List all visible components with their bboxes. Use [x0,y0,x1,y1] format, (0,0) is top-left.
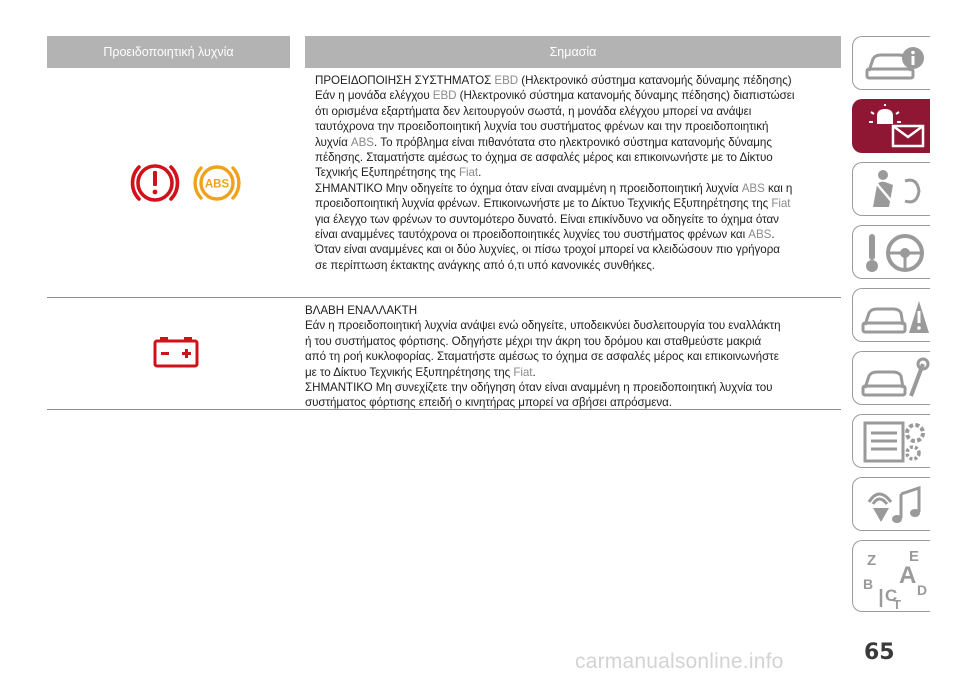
table-row [47,298,841,410]
text-segment: Εάν η μονάδα ελέγχου [315,89,433,103]
table-header [47,36,841,68]
text-line [315,242,837,257]
text-line [315,165,837,180]
abs-warning-icon [191,157,243,209]
text-segment: συστήματος φόρτισης επειδή ο κινητήρας μπορεί να σβήσει απρόσμενα. [305,396,672,410]
lamp-cell [47,298,305,409]
text-segment: (Ηλεκτρονικό σύστημα κατανομής δύναμης πέδησης) διαπιστώσει [456,89,795,103]
text-segment: πέδησης. Σταματήστε αμέσως το όχημα σε ασφαλές μέρος και επικοινωνήστε με το Δίκτυο [315,151,773,165]
text-line [305,380,837,395]
battery-warning-icon [151,334,201,370]
term-highlight: ABS [741,181,765,195]
text-line [305,334,837,349]
tab-maintenance[interactable] [852,351,930,405]
text-line [315,196,837,211]
text-line [315,258,837,273]
tab-car-info[interactable] [852,36,930,90]
term-highlight: ABS [350,135,374,149]
tab-index[interactable] [852,540,930,612]
header-warning-light: Προειδοποιητική λυχνία [103,45,234,59]
text-line [315,227,837,242]
term-highlight: ABS [748,228,772,242]
text-line [315,135,837,150]
index-letter: C [885,586,898,605]
text-line [315,212,837,227]
text-line [315,150,837,165]
text-segment: προειδοποιητική λυχνία φρένων. Επικοινωνήστε με το Δίκτυο Τεχνικής Εξυπηρέτησης της [315,197,772,211]
text-segment: με το Δίκτυο Τεχνικής Εξυπηρέτησης της [305,365,514,379]
term-highlight: Fiat [513,365,533,379]
index-letter: B [863,576,874,592]
text-segment: ταυτόχρονα την προειδοποιητική λυχνία του συστήματος φρένων και την προειδοποιητική [315,120,769,134]
starting-driving-icon [859,230,931,276]
page-number: 65 [864,640,895,665]
text-segment: ή του συστήματος φόρτισης. Οδηγήστε μέχρι την άκρη του δρόμου και σταθμεύστε μακριά [305,334,762,348]
text-segment: Τεχνικής Εξυπηρέτησης της [315,166,459,180]
index-letter: A [899,562,917,589]
text-line [315,181,837,196]
term-highlight: Fiat [458,166,479,180]
text-segment: . [771,228,775,242]
header-meaning: Σημασία [549,45,597,59]
index-letter: Z [867,552,877,569]
technical-data-icon [859,419,931,465]
text-segment: από τη ροή κυκλοφορίας. Σταματήστε αμέσως το όχημα σε ασφαλές μέρος και επικοινωνήστε [305,350,779,364]
text-line [305,349,837,364]
abs-icon-label: ABS [204,178,230,190]
tab-multimedia[interactable] [852,477,930,531]
emergency-icon [859,293,931,339]
text-line [305,318,837,333]
maintenance-icon [859,356,931,402]
tab-safety[interactable] [852,162,930,216]
term-highlight: EBD [494,74,519,87]
text-line [315,73,837,88]
text-line [315,88,837,103]
text-segment: . [478,166,482,180]
term-highlight: Fiat [771,197,791,211]
safety-seatbelt-icon [859,167,931,213]
tab-emergency[interactable] [852,288,930,342]
text-segment: είναι αναμμένες ταυτόχρονα οι προειδοποιητικές λυχνίες του συστήματος φρένων και [315,228,749,242]
text-segment: ότι ορισμένα εξαρτήματα δεν λειτουργούν σωστά, η μονάδα ελέγχου μπορεί να ανάψει [315,104,752,118]
text-segment: ΣΗΜΑΝΤΙΚΟ Μη συνεχίζετε την οδήγηση όταν είναι αναμμένη η προειδοποιητική λυχνία του [305,381,773,395]
index-icon [859,545,931,611]
text-segment: σε περίπτωση έκτακτης ανάγκης από ό,τι υπό κανονικές συνθήκες. [315,258,655,272]
text-segment: (Ηλεκτρονικό σύστημα κατανομής δύναμης πέδησης) [518,74,792,87]
warning-lights-message-icon [859,104,931,150]
text-segment: και η [764,181,793,195]
tab-technical-data[interactable] [852,414,930,468]
text-segment: Εάν η προειδοποιητική λυχνία ανάψει ενώ οδηγείτε, υποδεικνύει δυσλειτουργία του εναλλάκτη [305,319,781,333]
tab-warning-lights[interactable] [852,99,930,153]
meaning-text [305,298,841,409]
text-segment: για έλεγχο των φρένων το συντομότερο δυνατό. Είναι επικίνδυνο να οδηγείτε το όχημα όταν [315,212,779,226]
text-segment: λυχνία [315,135,351,149]
text-segment: . [532,365,536,379]
text-line [305,303,837,318]
brake-warning-icon [129,157,181,209]
tab-starting-driving[interactable] [852,225,930,279]
text-segment: . Το πρόβλημα είναι πιθανότατα στο ηλεκτρονικό σύστημα κατανομής δύναμης [373,135,772,149]
meaning-text [315,68,841,297]
text-segment: Όταν είναι αναμμένες και οι δύο λυχνίες, οι πίσω τροχοί μπορεί να κλειδώσουν πιο γρήγορα [315,243,780,257]
watermark: carmanualsonline.info [575,650,784,673]
text-line [305,395,837,410]
text-line [315,119,837,134]
text-line [315,104,837,119]
table-row [47,68,841,298]
multimedia-icon [859,482,931,528]
lamp-cell [47,68,315,297]
index-letter: D [917,582,928,598]
term-highlight: EBD [432,89,457,103]
text-segment: ΠΡΟΕΙΔΟΠΟΙΗΣΗ ΣΥΣΤΗΜΑΤΟΣ [315,74,495,87]
text-segment: ΒΛΑΒΗ ΕΝΑΛΛΑΚΤΗ [305,304,418,317]
warning-lights-table [47,36,841,410]
car-info-icon [859,41,931,87]
text-segment: ΣΗΜΑΝΤΙΚΟ Μην οδηγείτε το όχημα όταν είναι αναμμένη η προειδοποιητική λυχνία [315,181,742,195]
index-letter: E [909,548,920,565]
index-letter: T [893,597,901,611]
text-line [305,365,837,380]
